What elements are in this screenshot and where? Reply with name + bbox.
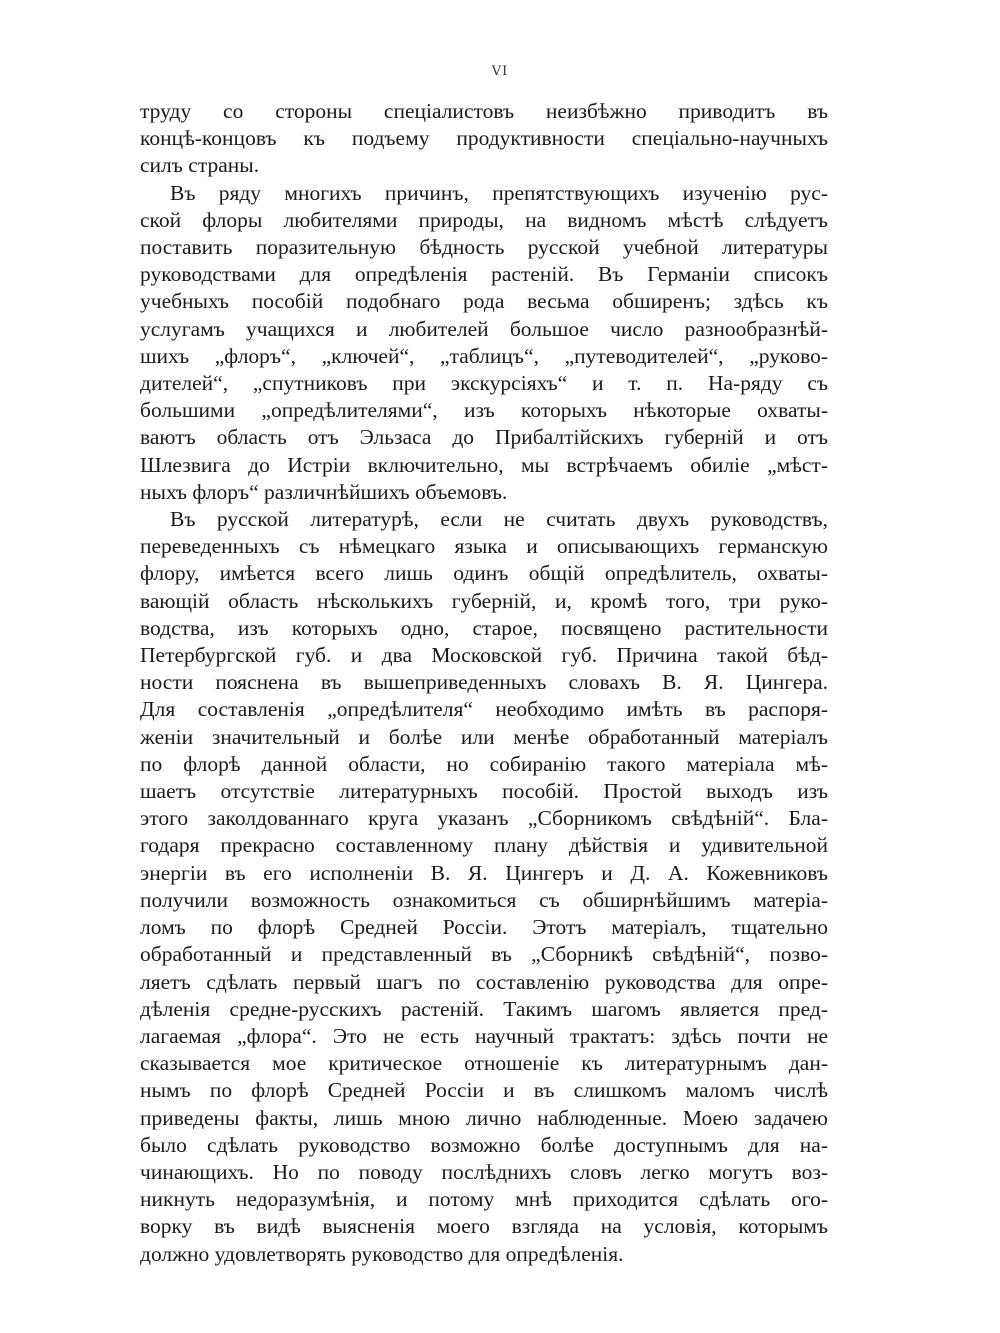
body-text: [140, 98, 828, 1268]
text-line: ломъ по флорѣ Средней Россiи. Этотъ матерiалъ, тщательно: [140, 915, 828, 940]
text-line: обработанный и представленный въ „Сборникѣ свѣдѣнiй“, позво-: [140, 942, 828, 967]
text-line: руководствами для опредѣленiя растенiй. Въ Германiи списокъ: [140, 262, 828, 287]
text-line: силъ страны.: [140, 153, 260, 178]
text-line: лагаемая „флора“. Это не есть научный трактатъ: здѣсь почти не: [140, 1023, 828, 1048]
text-line: приведены факты, лишь мною лично наблюденные. Моею задачею: [140, 1105, 828, 1130]
text-line: концѣ-концовъ къ подъему продуктивности спецiально-научныхъ: [140, 126, 828, 151]
text-line: труду со стороны спецiалистовъ неизбѣжно приводитъ въ: [140, 99, 828, 123]
text-line: шаетъ отсутствiе литературныхъ пособiй. Простой выходъ изъ: [140, 779, 828, 804]
text-line: водства, изъ которыхъ одно, старое, посвящено растительности: [140, 615, 828, 640]
text-line: чинающихъ. Но по поводу послѣднихъ словъ легко могутъ воз-: [140, 1159, 828, 1184]
text-line: ныхъ флоръ“ различнѣйшихъ объемовъ.: [140, 479, 508, 504]
text-line: шихъ „флоръ“, „ключей“, „таблицъ“, „путеводителей“, „руково-: [140, 343, 828, 368]
paragraph: [140, 180, 828, 506]
text-line: вающiй область нѣсколькихъ губернiй, и, кромѣ того, три руко-: [140, 588, 828, 613]
text-line: Шлезвига до Истрiи включительно, мы встрѣчаемъ обилiе „мѣст-: [140, 452, 828, 477]
text-line: никнуть недоразумѣнiя, и потому мнѣ приходится сдѣлать ого-: [140, 1187, 828, 1212]
text-line: было сдѣлать руководство возможно болѣе доступнымъ для на-: [140, 1132, 828, 1157]
text-line: ляетъ сдѣлать первый шагъ по составленiю руководства для опре-: [140, 969, 828, 994]
text-line: флору, имѣется всего лишь одинъ общiй опредѣлитель, охваты-: [140, 561, 828, 586]
text-line: энергiи въ его исполненiи В. Я. Цингеръ и Д. А. Кожевниковъ: [140, 860, 828, 885]
text-line: получили возможность ознакомиться съ обширнѣйшимъ матерiа-: [140, 887, 828, 912]
text-line: ской флоры любителями природы, на видномъ мѣстѣ слѣдуетъ: [140, 207, 828, 232]
text-line: этого заколдованнаго круга указанъ „Сборникомъ свѣдѣнiй“. Бла-: [140, 806, 828, 831]
text-line: ваютъ область отъ Эльзаса до Прибалтiйскихъ губернiй и отъ: [140, 425, 828, 450]
text-line: услугамъ учащихся и любителей большое число разнообразнѣй-: [140, 316, 828, 341]
text-line: переведенныхъ съ нѣмецкаго языка и описывающихъ германскую: [140, 534, 828, 559]
text-line: дѣленiя средне-русскихъ растенiй. Такимъ шагомъ является пред-: [140, 996, 828, 1021]
paragraph: [140, 506, 828, 1268]
text-line: по флорѣ данной области, но собиранiю такого матерiала мѣ-: [140, 751, 828, 776]
text-line: большими „опредѣлителями“, изъ которыхъ нѣкоторые охваты-: [140, 398, 828, 423]
text-line: дителей“, „спутниковъ при экскурсiяхъ“ и т. п. На-ряду съ: [140, 371, 828, 396]
text-line: поставить поразительную бѣдность русской учебной литературы: [140, 235, 828, 260]
text-line: ворку въ видѣ выясненiя моего взгляда на условiя, которымъ: [140, 1214, 828, 1239]
text-line: Въ русской литературѣ, если не считать двухъ руководствъ,: [170, 507, 828, 532]
text-line: годаря прекрасно составленному плану дѣйствiя и удивительной: [140, 833, 828, 858]
text-line: сказывается мое критическое отношенiе къ литературнымъ дан-: [140, 1051, 828, 1076]
text-line: Петербургской губ. и два Московской губ. Причина такой бѣд-: [140, 643, 828, 668]
paragraph: [140, 98, 828, 180]
page-number: VI: [491, 64, 509, 79]
text-line: нымъ по флорѣ Средней Россiи и въ слишкомъ маломъ числѣ: [140, 1078, 828, 1103]
text-line: ности пояснена въ вышеприведенныхъ словахъ В. Я. Цингера.: [140, 670, 828, 695]
text-line: учебныхъ пособiй подобнаго рода весьма обширенъ; здѣсь къ: [140, 289, 828, 314]
text-line: Для составленiя „опредѣлителя“ необходимо имѣть въ распоря-: [140, 697, 828, 722]
text-line: Въ ряду многихъ причинъ, препятствующихъ изученiю рус-: [170, 180, 828, 205]
text-line: женiи значительный и болѣе или менѣе обработанный матерiалъ: [140, 724, 828, 749]
text-line: должно удовлетворять руководство для опредѣленiя.: [140, 1241, 624, 1266]
